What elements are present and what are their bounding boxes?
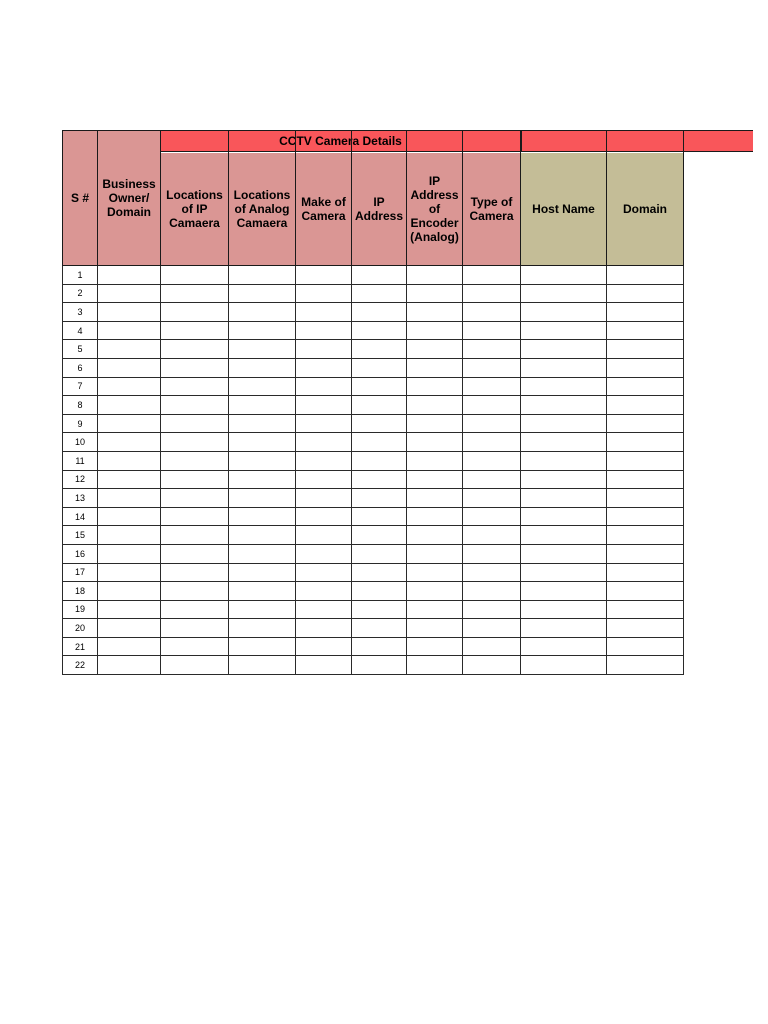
table-cell[interactable] xyxy=(463,358,521,377)
table-cell[interactable] xyxy=(607,656,684,675)
table-cell[interactable] xyxy=(296,600,352,619)
table-cell[interactable] xyxy=(521,266,607,285)
table-cell[interactable] xyxy=(98,489,161,508)
table-cell[interactable] xyxy=(407,284,463,303)
table-cell[interactable] xyxy=(463,321,521,340)
table-cell[interactable] xyxy=(463,600,521,619)
table-cell[interactable] xyxy=(352,396,407,415)
table-cell[interactable] xyxy=(463,582,521,601)
table-cell[interactable] xyxy=(463,507,521,526)
table-cell[interactable] xyxy=(521,656,607,675)
table-cell[interactable] xyxy=(607,544,684,563)
row-number: 2 xyxy=(63,284,98,303)
table-cell[interactable] xyxy=(407,637,463,656)
table-cell[interactable] xyxy=(463,433,521,452)
table-cell[interactable] xyxy=(161,470,229,489)
table-cell[interactable] xyxy=(296,489,352,508)
table-cell[interactable] xyxy=(352,303,407,322)
table-cell[interactable] xyxy=(463,414,521,433)
table-cell[interactable] xyxy=(463,563,521,582)
row-number: 1 xyxy=(63,266,98,285)
table-cell[interactable] xyxy=(229,303,296,322)
table-cell[interactable] xyxy=(521,563,607,582)
table-cell[interactable] xyxy=(607,414,684,433)
table-cell[interactable] xyxy=(463,377,521,396)
table-cell[interactable] xyxy=(296,656,352,675)
table-cell[interactable] xyxy=(607,340,684,359)
table-cell[interactable] xyxy=(296,321,352,340)
table-cell[interactable] xyxy=(229,340,296,359)
table-cell[interactable] xyxy=(161,451,229,470)
table-cell[interactable] xyxy=(521,544,607,563)
table-cell[interactable] xyxy=(407,451,463,470)
table-cell[interactable] xyxy=(296,619,352,638)
table-cell[interactable] xyxy=(607,637,684,656)
table-row xyxy=(63,340,684,359)
row-number: 14 xyxy=(63,507,98,526)
table-cell[interactable] xyxy=(161,582,229,601)
table-cell[interactable] xyxy=(463,396,521,415)
table-row xyxy=(63,656,684,675)
table-cell[interactable] xyxy=(296,396,352,415)
table-cell[interactable] xyxy=(607,377,684,396)
table-cell[interactable] xyxy=(161,340,229,359)
table-cell[interactable] xyxy=(229,266,296,285)
table-cell[interactable] xyxy=(296,470,352,489)
table-cell[interactable] xyxy=(521,414,607,433)
column-header-serial: S # xyxy=(63,131,98,266)
table-cell[interactable] xyxy=(352,582,407,601)
table-cell[interactable] xyxy=(521,284,607,303)
table-cell[interactable] xyxy=(229,433,296,452)
table-cell[interactable] xyxy=(607,600,684,619)
table-cell[interactable] xyxy=(161,507,229,526)
table-cell[interactable] xyxy=(229,507,296,526)
row-number: 11 xyxy=(63,451,98,470)
table-cell[interactable] xyxy=(407,563,463,582)
table-cell[interactable] xyxy=(296,507,352,526)
table-cell[interactable] xyxy=(98,470,161,489)
table-cell[interactable] xyxy=(98,637,161,656)
table-cell[interactable] xyxy=(521,600,607,619)
table-cell[interactable] xyxy=(229,396,296,415)
table-cell[interactable] xyxy=(229,582,296,601)
table-cell[interactable] xyxy=(98,321,161,340)
table-row xyxy=(63,489,684,508)
table-cell[interactable] xyxy=(161,637,229,656)
table-cell[interactable] xyxy=(229,563,296,582)
table-cell[interactable] xyxy=(607,451,684,470)
row-number: 8 xyxy=(63,396,98,415)
table-cell[interactable] xyxy=(98,284,161,303)
table-cell[interactable] xyxy=(607,489,684,508)
table-cell[interactable] xyxy=(463,451,521,470)
table-cell[interactable] xyxy=(296,637,352,656)
table-cell[interactable] xyxy=(352,526,407,545)
table-cell[interactable] xyxy=(352,433,407,452)
table-cell[interactable] xyxy=(296,433,352,452)
table-cell[interactable] xyxy=(161,303,229,322)
table-cell[interactable] xyxy=(229,637,296,656)
table-cell[interactable] xyxy=(463,303,521,322)
table-row xyxy=(63,507,684,526)
table-row xyxy=(63,303,684,322)
table-cell[interactable] xyxy=(352,266,407,285)
table-cell[interactable] xyxy=(521,451,607,470)
table-cell[interactable] xyxy=(521,619,607,638)
table-cell[interactable] xyxy=(229,526,296,545)
row-number: 19 xyxy=(63,600,98,619)
table-cell[interactable] xyxy=(161,396,229,415)
column-header-encoder-ip: IP Address of Encoder (Analog) xyxy=(407,131,463,266)
table-cell[interactable] xyxy=(161,526,229,545)
table-cell[interactable] xyxy=(296,582,352,601)
row-number: 12 xyxy=(63,470,98,489)
table-cell[interactable] xyxy=(521,507,607,526)
table-cell[interactable] xyxy=(607,266,684,285)
row-number: 15 xyxy=(63,526,98,545)
row-number: 7 xyxy=(63,377,98,396)
table-cell[interactable] xyxy=(352,470,407,489)
table-cell[interactable] xyxy=(607,396,684,415)
table-cell[interactable] xyxy=(463,637,521,656)
table-cell[interactable] xyxy=(407,507,463,526)
table-cell[interactable] xyxy=(407,414,463,433)
table-cell[interactable] xyxy=(407,489,463,508)
table-cell[interactable] xyxy=(229,470,296,489)
table-cell[interactable] xyxy=(296,414,352,433)
table-cell[interactable] xyxy=(407,582,463,601)
row-number: 22 xyxy=(63,656,98,675)
table-cell[interactable] xyxy=(521,582,607,601)
table-cell[interactable] xyxy=(229,600,296,619)
table-cell[interactable] xyxy=(407,470,463,489)
table-cell[interactable] xyxy=(463,619,521,638)
table-cell[interactable] xyxy=(463,489,521,508)
table-cell[interactable] xyxy=(407,396,463,415)
column-header-ip-address: IP Address xyxy=(352,131,407,266)
column-header-business-owner: Business Owner/ Domain xyxy=(98,131,161,266)
row-number: 18 xyxy=(63,582,98,601)
row-number: 4 xyxy=(63,321,98,340)
table-cell[interactable] xyxy=(352,321,407,340)
table-cell[interactable] xyxy=(229,544,296,563)
table-cell[interactable] xyxy=(296,544,352,563)
table-cell[interactable] xyxy=(607,303,684,322)
table-cell[interactable] xyxy=(98,507,161,526)
table-row xyxy=(63,637,684,656)
table-cell[interactable] xyxy=(296,284,352,303)
table-cell[interactable] xyxy=(352,600,407,619)
table-cell[interactable] xyxy=(407,656,463,675)
table-row xyxy=(63,619,684,638)
table-cell[interactable] xyxy=(607,619,684,638)
table-cell[interactable] xyxy=(161,563,229,582)
table-cell[interactable] xyxy=(229,619,296,638)
table-cell[interactable] xyxy=(98,656,161,675)
table-cell[interactable] xyxy=(407,266,463,285)
table-row xyxy=(63,414,684,433)
table-cell[interactable] xyxy=(98,340,161,359)
table-row xyxy=(63,470,684,489)
table-cell[interactable] xyxy=(98,303,161,322)
table-cell[interactable] xyxy=(352,340,407,359)
table-cell[interactable] xyxy=(352,489,407,508)
table-cell[interactable] xyxy=(98,433,161,452)
table-row xyxy=(63,526,684,545)
table-row xyxy=(63,451,684,470)
table-cell[interactable] xyxy=(352,507,407,526)
table-cell[interactable] xyxy=(521,358,607,377)
row-number: 6 xyxy=(63,358,98,377)
table-cell[interactable] xyxy=(521,340,607,359)
table-cell[interactable] xyxy=(98,396,161,415)
table-cell[interactable] xyxy=(352,284,407,303)
table-cell[interactable] xyxy=(352,544,407,563)
table-cell[interactable] xyxy=(98,358,161,377)
table-cell[interactable] xyxy=(463,656,521,675)
table-cell[interactable] xyxy=(161,619,229,638)
table-cell[interactable] xyxy=(161,377,229,396)
table-cell[interactable] xyxy=(607,582,684,601)
column-header-domain: Domain xyxy=(607,131,684,266)
table-cell[interactable] xyxy=(521,377,607,396)
table-cell[interactable] xyxy=(161,284,229,303)
table-cell[interactable] xyxy=(296,266,352,285)
table-cell[interactable] xyxy=(463,526,521,545)
table-cell[interactable] xyxy=(98,600,161,619)
table-cell[interactable] xyxy=(98,377,161,396)
table-cell[interactable] xyxy=(463,544,521,563)
table-cell[interactable] xyxy=(98,451,161,470)
row-number: 20 xyxy=(63,619,98,638)
table-cell[interactable] xyxy=(98,414,161,433)
table-cell[interactable] xyxy=(463,284,521,303)
cctv-sheet-table xyxy=(62,130,684,675)
table-cell[interactable] xyxy=(407,321,463,340)
table-cell[interactable] xyxy=(407,377,463,396)
table-cell[interactable] xyxy=(98,544,161,563)
row-number: 10 xyxy=(63,433,98,452)
table-cell[interactable] xyxy=(229,284,296,303)
table-cell[interactable] xyxy=(407,526,463,545)
table-row xyxy=(63,433,684,452)
table-cell[interactable] xyxy=(161,656,229,675)
table-cell[interactable] xyxy=(521,303,607,322)
table-cell[interactable] xyxy=(352,619,407,638)
header-row xyxy=(63,131,684,266)
table-cell[interactable] xyxy=(296,340,352,359)
table-cell[interactable] xyxy=(296,377,352,396)
column-header-ip-camera-locations: Locations of IP Camaera xyxy=(161,131,229,266)
table-cell[interactable] xyxy=(229,414,296,433)
column-header-make-of-camera: Make of Camera xyxy=(296,131,352,266)
table-cell[interactable] xyxy=(161,414,229,433)
table-cell[interactable] xyxy=(352,358,407,377)
table-cell[interactable] xyxy=(229,489,296,508)
table-cell[interactable] xyxy=(407,358,463,377)
table-cell[interactable] xyxy=(521,396,607,415)
row-number: 3 xyxy=(63,303,98,322)
table-cell[interactable] xyxy=(407,340,463,359)
table-row xyxy=(63,266,684,285)
table-row xyxy=(63,377,684,396)
table-cell[interactable] xyxy=(407,544,463,563)
table-cell[interactable] xyxy=(521,637,607,656)
table-cell[interactable] xyxy=(98,619,161,638)
table-cell[interactable] xyxy=(161,321,229,340)
table-cell[interactable] xyxy=(463,266,521,285)
table-cell[interactable] xyxy=(98,266,161,285)
table-row xyxy=(63,321,684,340)
row-number: 9 xyxy=(63,414,98,433)
table-cell[interactable] xyxy=(607,358,684,377)
column-header-type-of-camera: Type of Camera xyxy=(463,131,521,266)
table-cell[interactable] xyxy=(229,377,296,396)
table-cell[interactable] xyxy=(296,563,352,582)
table-cell[interactable] xyxy=(161,489,229,508)
table-cell[interactable] xyxy=(161,358,229,377)
table-cell[interactable] xyxy=(296,526,352,545)
row-number: 5 xyxy=(63,340,98,359)
row-number: 16 xyxy=(63,544,98,563)
table-cell[interactable] xyxy=(296,358,352,377)
table-cell[interactable] xyxy=(607,526,684,545)
table-cell[interactable] xyxy=(607,470,684,489)
table-row xyxy=(63,358,684,377)
table-cell[interactable] xyxy=(98,563,161,582)
table-cell[interactable] xyxy=(352,414,407,433)
table-cell[interactable] xyxy=(352,637,407,656)
table-cell[interactable] xyxy=(296,303,352,322)
table-cell[interactable] xyxy=(352,377,407,396)
table-cell[interactable] xyxy=(521,433,607,452)
table-cell[interactable] xyxy=(161,544,229,563)
table-cell[interactable] xyxy=(296,451,352,470)
table-cell[interactable] xyxy=(352,563,407,582)
table-cell[interactable] xyxy=(98,526,161,545)
table-cell[interactable] xyxy=(407,303,463,322)
row-number: 13 xyxy=(63,489,98,508)
table-row xyxy=(63,396,684,415)
table-row xyxy=(63,582,684,601)
table-row xyxy=(63,600,684,619)
table-cell[interactable] xyxy=(607,284,684,303)
table-cell[interactable] xyxy=(229,451,296,470)
table-row xyxy=(63,544,684,563)
table-cell[interactable] xyxy=(607,563,684,582)
table-cell[interactable] xyxy=(407,600,463,619)
table-cell[interactable] xyxy=(463,340,521,359)
table-row xyxy=(63,284,684,303)
row-number: 21 xyxy=(63,637,98,656)
column-header-analog-camera-locations: Locations of Analog Camaera xyxy=(229,131,296,266)
table-cell[interactable] xyxy=(521,489,607,508)
table-cell[interactable] xyxy=(161,600,229,619)
table-cell[interactable] xyxy=(352,656,407,675)
table-cell[interactable] xyxy=(521,526,607,545)
table-cell[interactable] xyxy=(229,321,296,340)
table-row xyxy=(63,563,684,582)
table-cell[interactable] xyxy=(607,433,684,452)
row-number: 17 xyxy=(63,563,98,582)
column-header-host-name: Host Name xyxy=(521,131,607,266)
table-cell[interactable] xyxy=(521,470,607,489)
table-cell[interactable] xyxy=(98,582,161,601)
table-cell[interactable] xyxy=(607,507,684,526)
table-cell[interactable] xyxy=(407,433,463,452)
table-cell[interactable] xyxy=(229,656,296,675)
table-cell[interactable] xyxy=(607,321,684,340)
table-cell[interactable] xyxy=(521,321,607,340)
table-cell[interactable] xyxy=(463,470,521,489)
table-cell[interactable] xyxy=(161,266,229,285)
table-cell[interactable] xyxy=(407,619,463,638)
table-cell[interactable] xyxy=(161,433,229,452)
table-cell[interactable] xyxy=(352,451,407,470)
table-cell[interactable] xyxy=(229,358,296,377)
